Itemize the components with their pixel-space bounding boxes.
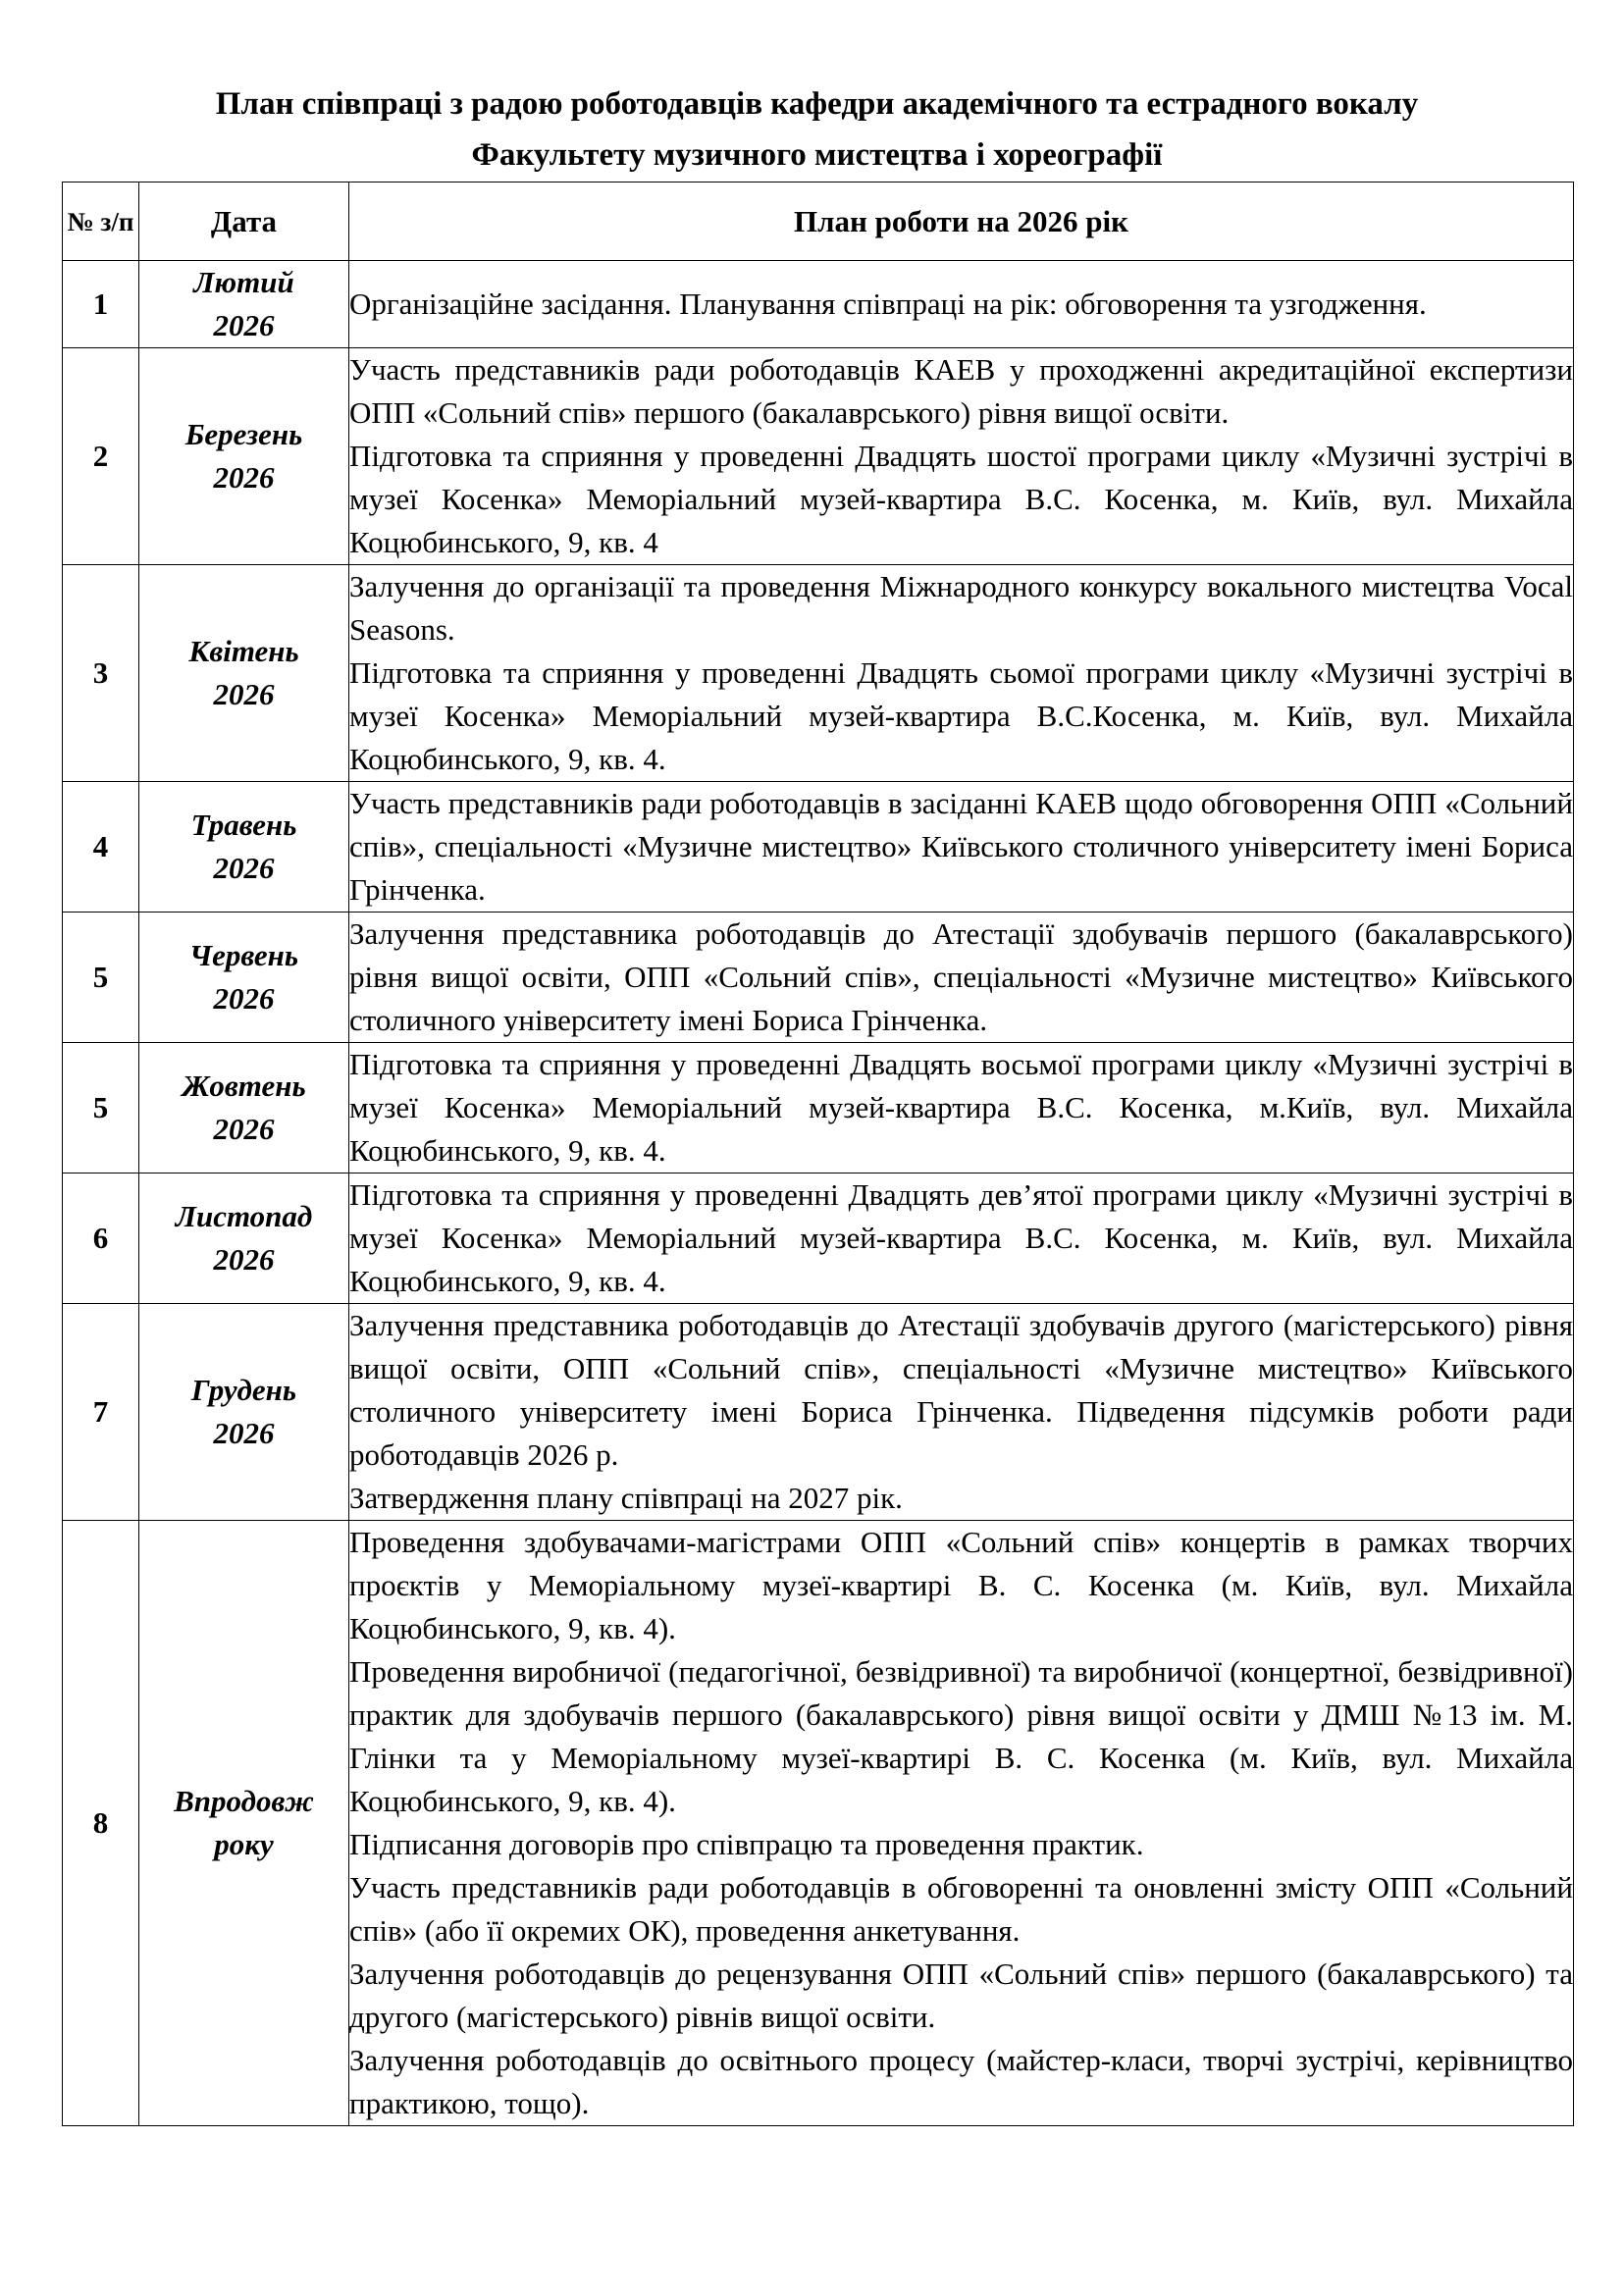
table-header-row <box>63 183 1574 261</box>
row-number: 7 <box>63 1304 139 1521</box>
date-month: Квітень <box>188 634 299 668</box>
document-title: План співпраці з радою роботодавців кафедри академічного та естрадного вокалу <box>215 86 1419 122</box>
header-number: № з/п <box>63 183 139 261</box>
row-plan <box>349 782 1574 913</box>
row-number: 4 <box>63 782 139 913</box>
row-date <box>139 261 349 348</box>
plan-item: Підготовка та сприяння у проведенні Двадцять шостої програми циклу «Музичні зустрічі в музеї Косенка» Меморіальний музей-квартира В.С. Косенка, м. Київ, вул. Михайла Коцюбинського, 9, кв. 4 <box>349 439 1573 559</box>
plan-item: Підготовка та сприяння у проведенні Двадцять сьомої програми циклу «Музичні зустрічі в музеї Косенка» Меморіальний музей-квартира В.С.Косенка, м. Київ, вул. Михайла Коцюбинського, 9, кв. 4. <box>349 655 1573 776</box>
row-date <box>139 913 349 1043</box>
row-number: 1 <box>63 261 139 348</box>
row-number: 3 <box>63 565 139 782</box>
row-number: 2 <box>63 348 139 565</box>
date-year: 2026 <box>213 1112 275 1146</box>
row-date <box>139 565 349 782</box>
date-year: 2026 <box>213 308 275 342</box>
plan-item: Залучення роботодавців до рецензування ОПП «Сольний спів» першого (бакалаврського) та другого (магістерського) рівнів вищої освіти. <box>349 1956 1573 2034</box>
plan-item: Залучення представника роботодавців до Атестації здобувачів першого (бакалаврського) рівня вищої освіти, ОПП «Сольний спів», спеціальності «Музичне мистецтво» Київського столичного університету імені Бориса Грінченка. <box>349 916 1573 1037</box>
table-row <box>63 1174 1574 1304</box>
row-date <box>139 348 349 565</box>
date-month: Лютий <box>193 265 294 299</box>
row-plan <box>349 348 1574 565</box>
date-year: 2026 <box>213 1416 275 1450</box>
date-year: 2026 <box>213 460 275 495</box>
row-date <box>139 1304 349 1521</box>
plan-item: Організаційне засідання. Планування співпраці на рік: обговорення та узгодження. <box>349 287 1427 321</box>
plan-item: Участь представників ради роботодавців в засіданні КАЕВ щодо обговорення ОПП «Сольний спів», спеціальності «Музичне мистецтво» Київського столичного університету імені Бориса Грінченка. <box>349 786 1573 907</box>
plan-item: Залучення роботодавців до освітнього процесу (майстер-класи, творчі зустрічі, керівництво практикою, тощо). <box>349 2043 1573 2120</box>
table-row <box>63 1521 1574 2126</box>
row-number: 6 <box>63 1174 139 1304</box>
table-row <box>63 565 1574 782</box>
date-month: Червень <box>188 938 299 972</box>
table-row <box>63 782 1574 913</box>
row-date <box>139 1174 349 1304</box>
date-month: Жовтень <box>182 1069 306 1103</box>
row-plan <box>349 1043 1574 1174</box>
row-plan <box>349 1174 1574 1304</box>
row-number: 5 <box>63 913 139 1043</box>
date-month: Впродовж <box>174 1784 314 1818</box>
row-date <box>139 782 349 913</box>
row-number: 5 <box>63 1043 139 1174</box>
row-date <box>139 1043 349 1174</box>
row-plan <box>349 913 1574 1043</box>
plan-item: Затвердження плану співпраці на 2027 рік. <box>349 1481 903 1515</box>
date-year: 2026 <box>213 981 275 1016</box>
row-plan <box>349 565 1574 782</box>
date-year: 2026 <box>213 677 275 711</box>
plan-item: Проведення здобувачами-магістрами ОПП «Сольний спів» концертів в рамках творчих проєктів у Меморіальному музеї-квартирі В. С. Косенка (м. Київ, вул. Михайла Коцюбинського, 9, кв. 4). <box>349 1525 1573 1645</box>
date-month: Грудень <box>190 1373 297 1407</box>
date-year: 2026 <box>213 1242 275 1277</box>
date-year: року <box>214 1827 274 1861</box>
header-plan: План роботи на 2026 рік <box>349 183 1574 261</box>
document-subtitle: Факультету музичного мистецтва і хореографії <box>471 137 1163 173</box>
row-plan <box>349 1521 1574 2126</box>
row-plan <box>349 261 1574 348</box>
plan-item: Залучення представника роботодавців до Атестації здобувачів другого (магістерського) рівня вищої освіти, ОПП «Сольний спів», спеціальності «Музичне мистецтво» Київського столичного університету імені Бориса Грінченка. Підведення підсумків роботи ради роботодавців 2026 р. <box>349 1308 1573 1472</box>
date-year: 2026 <box>213 851 275 885</box>
header-date: Дата <box>139 183 349 261</box>
plan-item: Залучення до організації та проведення Міжнародного конкурсу вокального мистецтва Vocal Seasons. <box>349 569 1573 647</box>
plan-item: Участь представників ради роботодавців КАЕВ у проходженні акредитаційної експертизи ОПП «Сольний спів» першого (бакалаврського) рівня вищої освіти. <box>349 352 1573 430</box>
row-plan <box>349 1304 1574 1521</box>
plan-item: Проведення виробничої (педагогічної, безвідривної) та виробничої (концертної, безвідривної) практик для здобувачів першого (бакалаврського) рівня вищої освіти у ДМШ №13 ім. М. Глінки та у Меморіальному музеї-квартирі В. С. Косенка (м. Київ, вул. Михайла Коцюбинського, 9, кв. 4). <box>349 1654 1573 1818</box>
date-month: Травень <box>190 808 297 842</box>
table-row <box>63 348 1574 565</box>
row-date <box>139 1521 349 2126</box>
table-row <box>63 261 1574 348</box>
table-row <box>63 1304 1574 1521</box>
plan-item: Підготовка та сприяння у проведенні Двадцять дев’ятої програми циклу «Музичні зустрічі в музеї Косенка» Меморіальний музей-квартира В.С. Косенка, м. Київ, вул. Михайла Коцюбинського, 9, кв. 4. <box>349 1177 1573 1298</box>
table-row <box>63 913 1574 1043</box>
table-row <box>63 1043 1574 1174</box>
row-number: 8 <box>63 1521 139 2126</box>
date-month: Листопад <box>175 1199 313 1233</box>
plan-item: Підготовка та сприяння у проведенні Двадцять восьмої програми циклу «Музичні зустрічі в музеї Косенка» Меморіальний музей-квартира В.С. Косенка, м.Київ, вул. Михайла Коцюбинського, 9, кв. 4. <box>349 1047 1573 1168</box>
plan-item: Підписання договорів про співпрацю та проведення практик. <box>349 1827 1144 1861</box>
date-month: Березень <box>184 417 303 451</box>
plan-item: Участь представників ради роботодавців в обговоренні та оновленні змісту ОПП «Сольний спів» (або її окремих ОК), проведення анкетування. <box>349 1870 1573 1948</box>
plan-table <box>62 182 1574 2126</box>
